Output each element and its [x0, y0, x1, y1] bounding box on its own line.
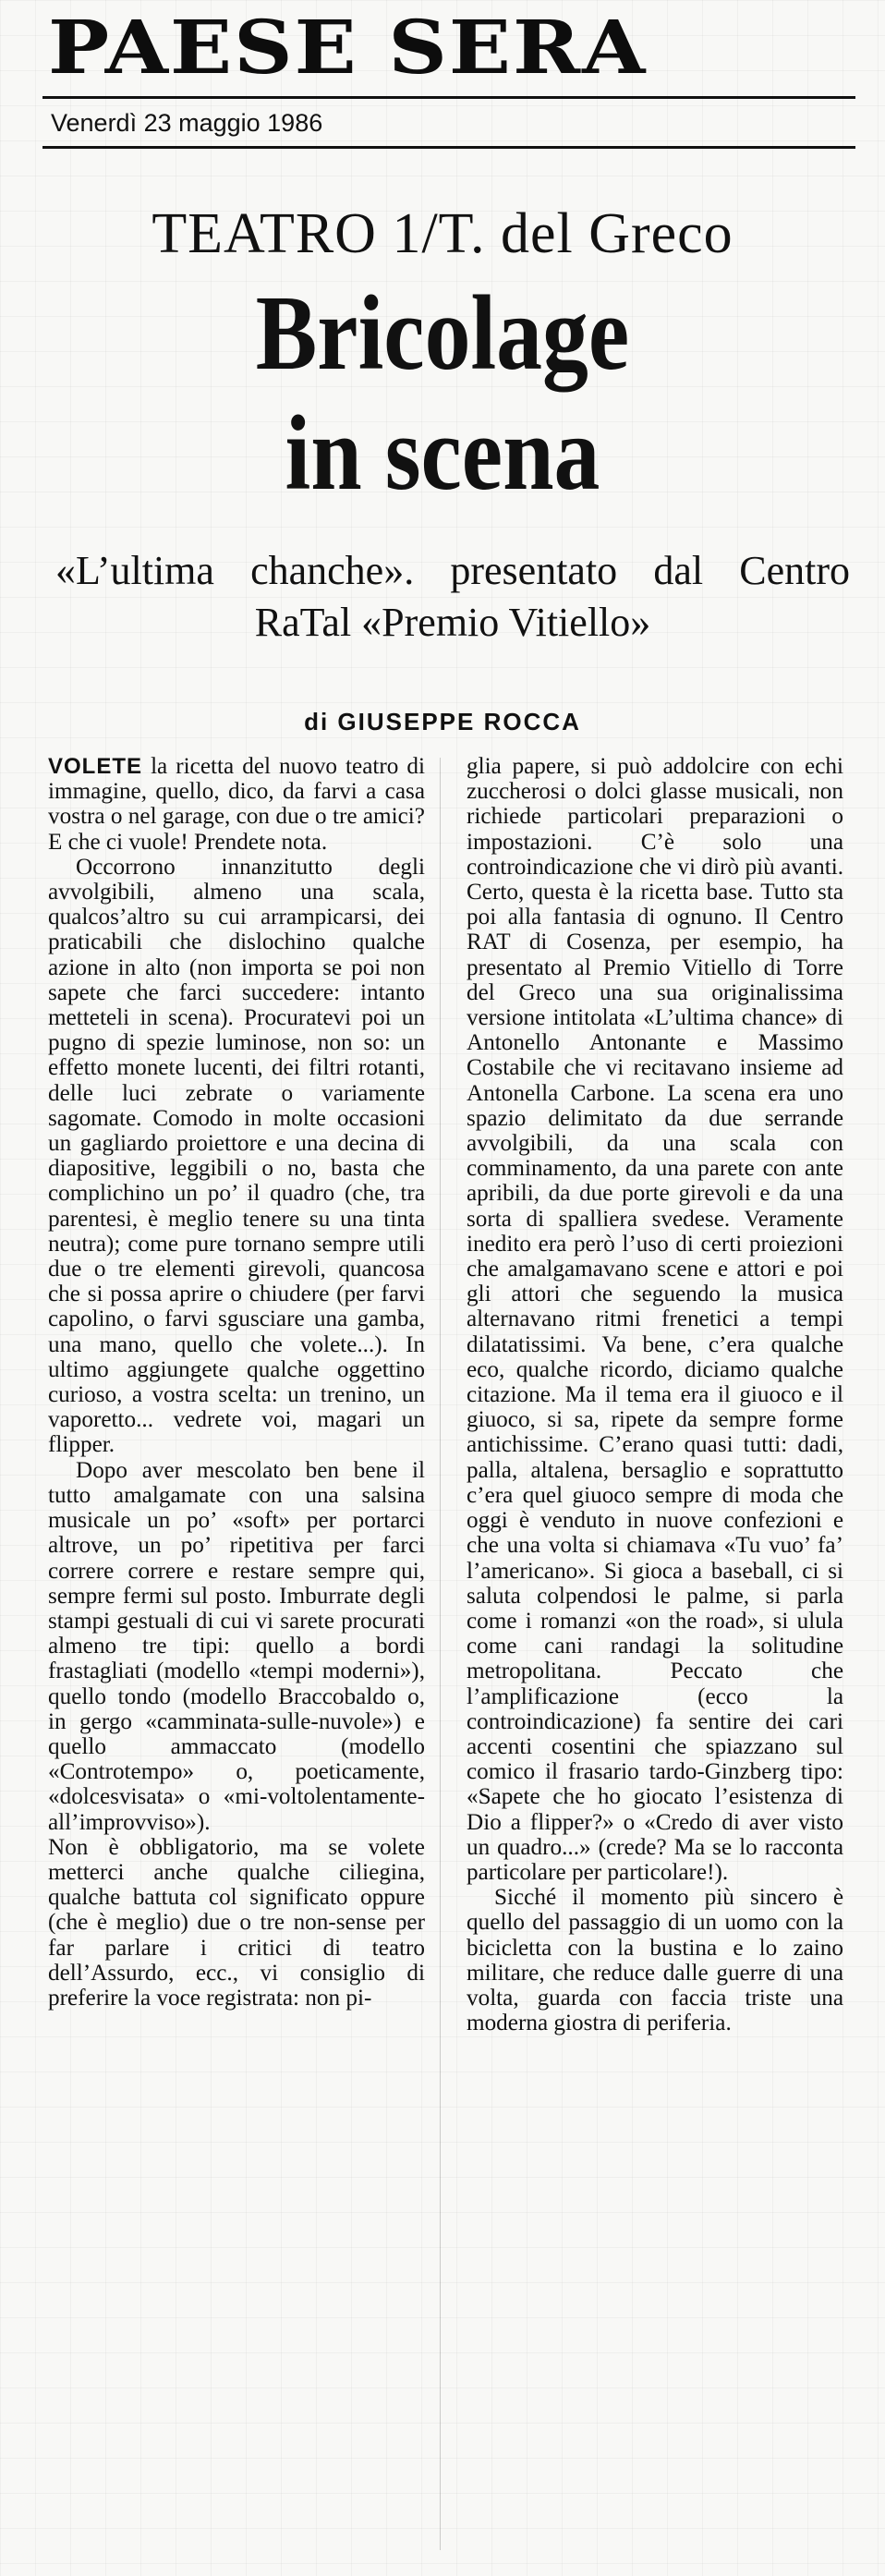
article-deck: «L’ultima chanche». presentato dal Centro RaTal «Premio Vitiello» — [55, 548, 850, 645]
lead-word: VOLETE — [48, 754, 143, 779]
column-divider — [440, 758, 441, 2550]
headline-line-2: in scena — [285, 395, 600, 513]
paragraph: Occorrono innanzitutto degli avvolgibili, almeno una scala, qualcos’altro su cui arrampicarsi, dei praticabili che dislochino qualche azione in alto (non importa se poi non sapete che farci succedere: intanto metteteli in scena). Procuratevi poi un pugno di spezie luminose, non so: un effetto monete lucenti, dei filtri rotanti, delle luci zebrate o variamente sagomate. Comodo in molte occasioni un gagliardo proiettore e una decina di diapositive, leggibili o no, basta che complichino un po’ il quadro (che, tra parentesi, è meglio tenere su una tinta neutra); come pure tornano sempre utili due o tre elementi girevoli, quancosa che si possa aprire o chiudere (per farvi capolino, o farvi sgusciare una gamba, una mano, quello che volete...). In ultimo aggiungete qualche oggettino curioso, a vostra scelta: un trenino, un vaporetto... vedrete voi, magari un flipper. — [48, 854, 425, 1458]
article-headline — [62, 273, 823, 514]
headline-line-1: Bricolage — [255, 274, 630, 393]
masthead-rule — [42, 96, 855, 99]
article-column-1 — [48, 754, 425, 2556]
paragraph: Non è obbligatorio, ma se volete metterci anche qualche ciliegina, qualche battuta col significato oppure (che è meglio) due o tre non-sense per far parlare i critici di teatro dell’Assurdo, ecc., vi consiglio di preferire la voce registrata: non pi- — [48, 1834, 425, 2011]
paragraph: glia papere, si può addolcire con echi zuccherosi o dolci glasse musicali, non richiede particolari preparazioni o impostazioni. C’è solo una controindicazione che vi dirò più avanti. Certo, questa è la ricetta base. Tutto sta poi alla fantasia di ognuno. Il Centro RAT di Cosenza, per esempio, ha presentato al Premio Vitiello di Torre del Greco una sua originalissima versione intitolata «L’ultima chance» di Antonello Antonante e Massimo Costabile che vi recitavano insieme ad Antonella Carbone. La scena era uno spazio delimitato da due serrande avvolgibili, da una scala con comminamento, da una parete con ante apribili, da due porte girevoli e da una sorta di spalliera svedese. Veramente inedito era però l’uso di certi proiezioni che amalgamavano scene e attori e poi gli attori che seguendo la musica alternavano ritmi frenetici a tempi dilatatissimi. Va bene, c’era qualche eco, qualche ricordo, diciamo qualche citazione. Ma il tema era il giuoco e il giuoco, si sa, ripete da sempre forme antichissime. C’erano quasi tutti: dadi, palla, altalena, bersaglio e soprattutto c’era quel giuoco sempre di moda che oggi è venduto in nuove confezioni e che una volta si chiamava «Tu vuo’ fa’ l’americano». Si gioca a baseball, ci si saluta colpendosi le palme, si parla come i romanzi «on the road», si ulula come cani randagi la solitudine metropolitana. Peccato che l’amplificazione (ecco la controindicazione) fa sentire dei cari accenti cosentini che spiazzano sul comico il frasario tardo-Ginzberg tipo: «Sapete che ho giocato l’esistenza di Dio a flipper?» o «Credo di aver visto un quadro...» (crede? Ma se lo racconta particolare per particolare!). — [467, 754, 843, 1885]
dateline: Venerdì 23 maggio 1986 — [51, 109, 323, 137]
paragraph: Dopo aver mescolato ben bene il tutto amalgamate con una salsina musicale un po’ «soft» per portarci altrove, un po’ ripetitiva per farci correre correre e restare sempre qui, sempre fermi sul posto. Imburrate degli stampi gestuali di cui vi sarete procurati almeno tre tipi: quello a bordi frastagliati (modello «tempi moderni»), quello tondo (modello Braccobaldo o, in gergo «camminata-sulle-nuvole») e quello ammaccato (modello «Controtempo» o, poeticamente, «dolcesvisata» o «mi-voltolentamente-all’improvviso»). — [48, 1457, 425, 1835]
masthead-title: PAESE SERA — [48, 7, 648, 91]
paragraph-text: la ricetta del nuovo teatro di immagine, quello, dico, da farvi a casa vostra o nel garage, con due o tre amici? E che ci vuole! Prendete nota. — [48, 754, 425, 855]
article-kicker: TEATRO 1/T. del Greco — [152, 202, 733, 265]
dateline-rule — [42, 146, 855, 149]
article-byline: di GIUSEPPE ROCCA — [304, 708, 581, 735]
paragraph: Sicché il momento più sincero è quello del passaggio di un uomo con la bicicletta con la bustina e lo zaino militare, che reduce dalle guerre di una volta, guarda con faccia triste una moderna giostra di periferia. — [467, 1885, 843, 2036]
masthead — [48, 7, 856, 96]
paragraph — [48, 754, 425, 855]
article-column-2 — [467, 754, 843, 2556]
